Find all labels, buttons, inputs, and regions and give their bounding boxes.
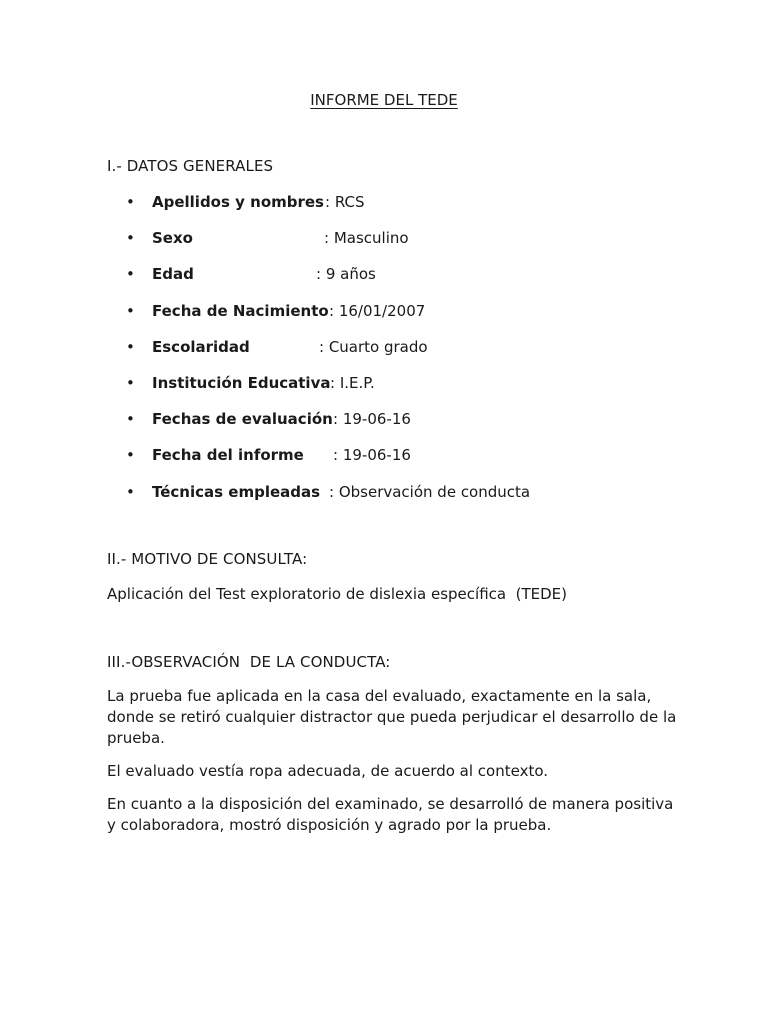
bullet-icon: •: [126, 446, 135, 465]
field-value: : 16/01/2007: [329, 301, 426, 320]
field-label: Técnicas empleadas: [152, 482, 321, 501]
section-heading-observacion: III.-OBSERVACIÓN DE LA CONDUCTA:: [107, 653, 391, 671]
bullet-icon: •: [126, 482, 135, 501]
field-value: : Observación de conducta: [329, 482, 531, 501]
section-heading-datos-generales: I.- DATOS GENERALES: [107, 157, 274, 175]
observation-paragraph: En cuanto a la disposición del examinado, se desarrolló de manera positiva y colaboradora, mostró disposición y agrado por la prueba.: [107, 795, 674, 834]
bullet-icon: •: [126, 337, 135, 356]
bullet-icon: •: [126, 193, 135, 211]
field-value: : 9 años: [316, 265, 376, 284]
bullet-icon: •: [126, 301, 135, 320]
bullet-icon: •: [126, 373, 135, 392]
field-label: Institución Educativa: [152, 373, 331, 392]
field-label: Fecha de Nacimiento: [152, 301, 329, 320]
document-title: INFORME DEL TEDE: [310, 91, 458, 109]
field-label: Apellidos y nombres: [152, 193, 324, 211]
bullet-icon: •: [126, 265, 135, 284]
motivo-text: Aplicación del Test exploratorio de dislexia específica (TEDE): [107, 585, 567, 603]
field-label: Escolaridad: [152, 337, 250, 356]
field-value: : I.E.P.: [330, 373, 375, 392]
bullet-icon: •: [126, 229, 135, 248]
field-value: : RCS: [325, 193, 365, 211]
field-label: Edad: [152, 265, 194, 284]
field-value: : 19-06-16: [333, 410, 411, 429]
field-label: Fecha del informe: [152, 446, 304, 465]
observation-paragraph: El evaluado vestía ropa adecuada, de acuerdo al contexto.: [107, 762, 549, 780]
field-label: Fechas de evaluación: [152, 410, 333, 429]
field-value: : Cuarto grado: [319, 337, 428, 356]
field-label: Sexo: [152, 229, 193, 248]
observation-paragraph: La prueba fue aplicada en la casa del evaluado, exactamente en la sala, donde se retiró cualquier distractor que pueda perjudicar el desarrollo de la prueba.: [107, 687, 677, 747]
bullet-icon: •: [126, 410, 135, 429]
field-value: : 19-06-16: [333, 446, 411, 465]
field-value: : Masculino: [324, 229, 409, 248]
section-heading-motivo: II.- MOTIVO DE CONSULTA:: [107, 550, 308, 568]
